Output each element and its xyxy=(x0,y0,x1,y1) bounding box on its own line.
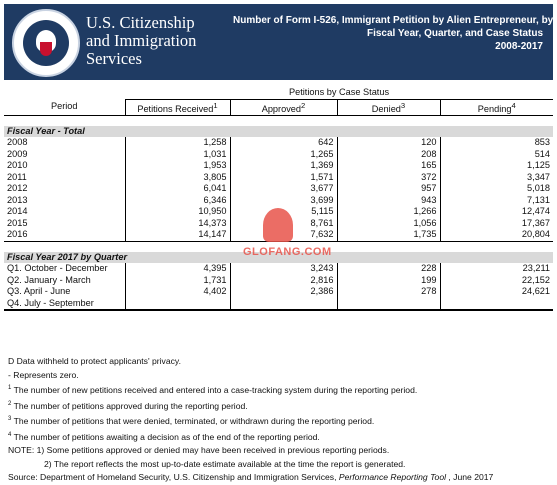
col-denied-label: Denied xyxy=(371,103,401,114)
section-fy2017-quarters: Fiscal Year 2017 by Quarter xyxy=(4,252,553,264)
shield-icon xyxy=(40,42,52,56)
cell-approved: 2,386 xyxy=(230,286,337,298)
agency-line-2: and Immigration xyxy=(86,31,197,50)
cell-pending: 7,131 xyxy=(440,195,553,207)
col-approved xyxy=(230,99,337,115)
agency-name xyxy=(86,14,246,68)
col-pending-label: Pending xyxy=(477,103,512,114)
note-general-2: 2) The report reflects the most up-to-date estimate available at the time the report is generated. xyxy=(44,458,406,469)
cell-period: Q2. January - March xyxy=(7,274,91,285)
cell-received: 4,402 xyxy=(125,286,230,298)
cell-approved: 3,243 xyxy=(230,263,337,275)
dhs-seal-logo xyxy=(12,9,80,77)
watermark-icon xyxy=(263,208,293,242)
cell-pending: 5,018 xyxy=(440,183,553,195)
cell-approved: 5,115 xyxy=(230,206,337,218)
cell-approved: 3,699 xyxy=(230,195,337,207)
cell-pending xyxy=(440,298,553,311)
cell-received: 6,041 xyxy=(125,183,230,195)
cell-denied: 1,056 xyxy=(337,218,440,230)
spacer-row xyxy=(4,115,553,126)
cell-received: 14,147 xyxy=(125,229,230,241)
table-row xyxy=(4,275,553,287)
cell-approved: 1,369 xyxy=(230,160,337,172)
section-fiscal-year-total: Fiscal Year - Total xyxy=(4,126,553,138)
cell-denied xyxy=(337,298,440,311)
cell-pending: 1,125 xyxy=(440,160,553,172)
cell-pending: 514 xyxy=(440,149,553,161)
col-received-label: Petitions Received xyxy=(137,103,214,114)
cell-received: 14,373 xyxy=(125,218,230,230)
table-row xyxy=(4,286,553,298)
cell-approved: 642 xyxy=(230,137,337,149)
cell-approved: 1,265 xyxy=(230,149,337,161)
cell-period: 2013 xyxy=(7,194,28,205)
col-denied xyxy=(337,99,440,115)
cell-approved: 2,816 xyxy=(230,275,337,287)
cell-period: 2015 xyxy=(7,217,28,228)
note-4-text: The number of petitions awaiting a decision as of the end of the reporting period. xyxy=(13,431,320,442)
seal-center xyxy=(23,20,69,66)
col-pending-sup: 4 xyxy=(511,100,516,110)
report-title xyxy=(233,14,554,53)
group-header: Petitions by Case Status xyxy=(125,87,553,99)
cell-denied: 120 xyxy=(337,137,440,149)
cell-denied: 165 xyxy=(337,160,440,172)
report-title-line-1: Number of Form I-526, Immigrant Petition by Alien Entrepreneur, by xyxy=(233,15,554,26)
cell-received: 1,953 xyxy=(125,160,230,172)
note-1-text: The number of new petitions received and entered into a case-tracking system during the reporting period. xyxy=(13,385,418,396)
table-row xyxy=(4,160,553,172)
cell-received: 3,805 xyxy=(125,172,230,184)
col-denied-sup: 3 xyxy=(400,100,406,110)
cell-period: 2012 xyxy=(7,183,28,194)
cell-approved: 8,761 xyxy=(230,218,337,230)
note-3 xyxy=(8,413,553,428)
cell-denied: 199 xyxy=(337,275,440,287)
col-pending xyxy=(440,99,553,115)
source-prefix: Source: Department of Homeland Security, U.S. Citizenship and Immigration Services, xyxy=(8,472,339,483)
cell-pending: 12,474 xyxy=(440,206,553,218)
cell-approved: 1,571 xyxy=(230,172,337,184)
source-tool: Performance Reporting Tool xyxy=(338,472,447,483)
cell-denied: 278 xyxy=(337,286,440,298)
header-banner xyxy=(4,4,553,80)
cell-received: 1,731 xyxy=(125,275,230,287)
col-period-label: Period xyxy=(50,101,78,112)
col-approved-label: Approved xyxy=(261,103,302,114)
note-general-1: NOTE: 1) Some petitions approved or denied may have been received in previous reporting periods. xyxy=(8,445,390,455)
cell-period: Q3. April - June xyxy=(7,286,71,297)
note-4-sup: 4 xyxy=(8,431,12,438)
cell-denied: 372 xyxy=(337,172,440,184)
col-period xyxy=(4,99,125,115)
cell-approved xyxy=(230,298,337,311)
cell-received: 4,395 xyxy=(125,263,230,275)
report-title-line-2: Fiscal Year, Quarter, and Case Status xyxy=(366,28,543,39)
cell-received: 1,258 xyxy=(125,137,230,149)
col-received-sup: 1 xyxy=(213,100,218,110)
note-2-sup: 2 xyxy=(8,400,12,407)
header-spacer xyxy=(4,87,125,99)
note-withheld: D Data withheld to protect applicants' privacy. xyxy=(8,356,181,366)
cell-denied: 957 xyxy=(337,183,440,195)
report-title-line-3: 2008-2017 xyxy=(495,41,543,52)
note-4 xyxy=(8,429,553,444)
cell-period: 2010 xyxy=(7,160,28,171)
cell-received: 1,031 xyxy=(125,149,230,161)
footnotes xyxy=(8,355,553,485)
agency-line-1: U.S. Citizenship xyxy=(86,13,195,32)
source-suffix: , June 2017 xyxy=(446,472,494,483)
cell-pending: 3,347 xyxy=(440,172,553,184)
cell-period: Q1. October - December xyxy=(7,263,108,274)
cell-period: 2016 xyxy=(4,229,125,241)
cell-denied: 943 xyxy=(337,195,440,207)
cell-received: 10,950 xyxy=(125,206,230,218)
note-1 xyxy=(8,382,553,397)
note-2-text: The number of petitions approved during the reporting period. xyxy=(13,400,248,411)
cell-period: 2014 xyxy=(7,206,28,217)
cell-pending: 853 xyxy=(440,137,553,149)
note-3-sup: 3 xyxy=(8,416,12,423)
note-1-sup: 1 xyxy=(8,385,12,392)
table-row xyxy=(4,183,553,195)
cell-denied: 208 xyxy=(337,149,440,161)
cell-pending: 22,152 xyxy=(440,275,553,287)
petitions-table xyxy=(4,87,553,311)
cell-approved: 3,677 xyxy=(230,183,337,195)
cell-approved: 7,632 xyxy=(230,229,337,241)
note-2 xyxy=(8,398,553,413)
table-row xyxy=(4,137,553,149)
cell-pending: 23,211 xyxy=(440,263,553,275)
cell-denied: 1,735 xyxy=(337,229,440,241)
cell-pending: 20,804 xyxy=(440,229,553,241)
cell-pending: 17,367 xyxy=(440,218,553,230)
cell-period: 2011 xyxy=(7,171,27,182)
watermark-text: GLOFANG.COM xyxy=(243,246,332,258)
table-row xyxy=(4,195,553,207)
col-received xyxy=(125,99,230,115)
agency-line-3: Services xyxy=(86,49,142,68)
cell-period: Q4. July - September xyxy=(4,298,125,311)
note-3-text: The number of petitions that were denied, terminated, or withdrawn during the reporting period. xyxy=(13,415,375,426)
table-row xyxy=(4,172,553,184)
cell-denied: 1,266 xyxy=(337,206,440,218)
cell-period: 2008 xyxy=(7,137,28,148)
cell-received: 6,346 xyxy=(125,195,230,207)
col-approved-sup: 2 xyxy=(301,100,306,110)
table-row xyxy=(4,149,553,161)
cell-period: 2009 xyxy=(7,148,28,159)
cell-denied: 228 xyxy=(337,263,440,275)
cell-pending: 24,621 xyxy=(440,286,553,298)
table-row xyxy=(4,298,553,311)
cell-received xyxy=(125,298,230,311)
note-zero: - Represents zero. xyxy=(8,369,79,380)
